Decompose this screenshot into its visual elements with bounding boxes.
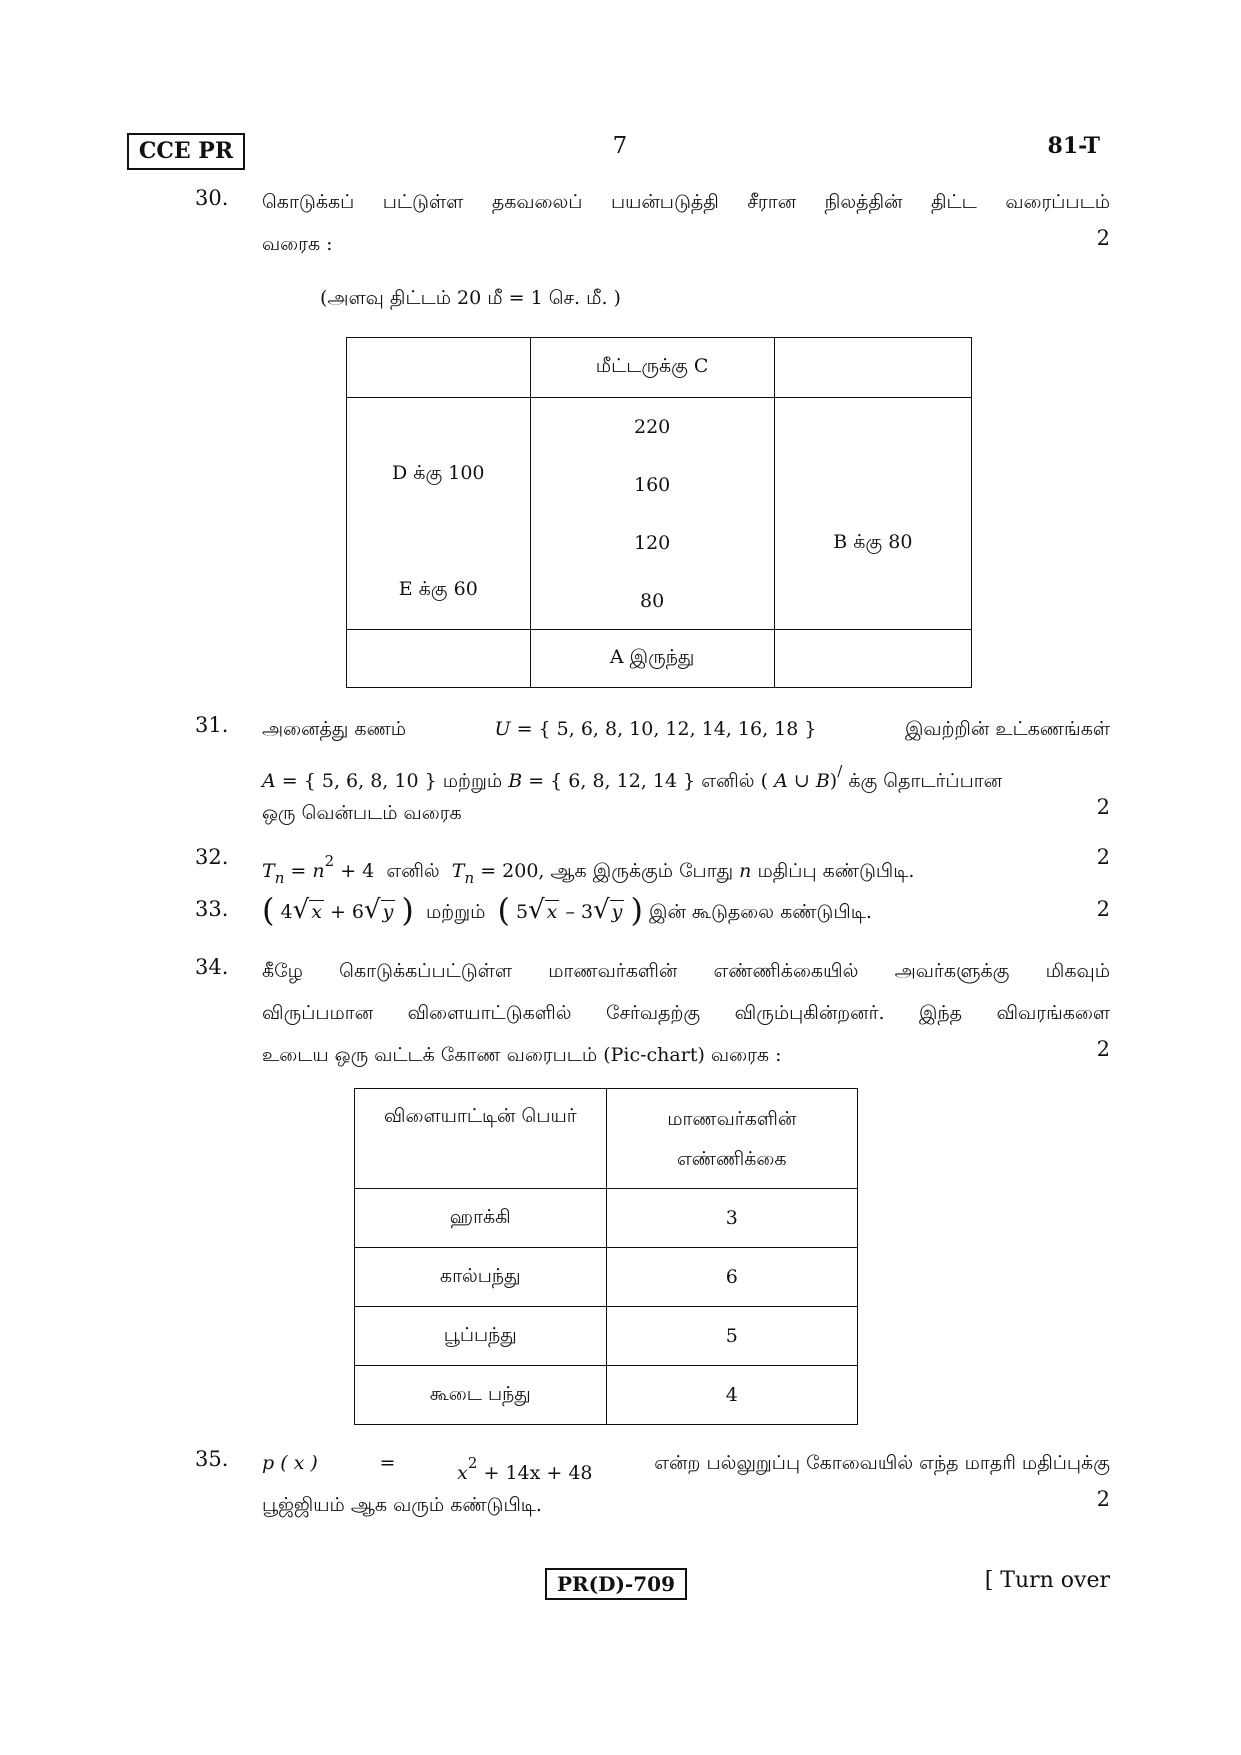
table-row [355,1189,858,1248]
q33-lparen: ( [497,891,510,929]
q32-number: 32. [195,845,229,869]
q33-radical: √ [292,895,310,925]
q30-left-d: D க்கு 100 [392,462,485,484]
q30-cell-middle [530,398,774,630]
q30-cell-right [774,398,971,630]
q35-square: 2 [467,1454,478,1472]
q33-x2: x [546,901,558,923]
q34-count-cell: 5 [606,1307,857,1366]
q30-cell-empty-tr [774,338,971,398]
q32-square: 2 [324,852,335,870]
q35-x: x [457,1462,468,1484]
q32-if: எனில் [386,860,440,882]
q32-sub-n: n [274,869,285,887]
q35-terms: + 14x + 48 [483,1462,593,1484]
q32-sub-n2: n [464,869,475,887]
q33-number: 33. [195,897,229,921]
q31-number: 31. [195,713,229,737]
q35-number: 35. [195,1447,229,1471]
q31-and: மற்றும் [442,770,503,792]
q33-rparen: ) [401,891,414,929]
q31-line2-rest: க்கு தொடர்ப்பான [848,770,1003,792]
q33-radical: √ [528,895,545,925]
q31-marks: 2 [1096,795,1110,819]
q34-game-cell: கால்பந்து [355,1248,607,1307]
q30-line2: வரைக : [262,233,333,255]
q34-count-cell: 4 [606,1366,857,1425]
q31-expr-open: ( [760,770,769,792]
q33-line [262,889,1110,933]
q34-line2: விருப்பமான விளையாட்டுகளில் சேர்வதற்கு விரும்புகின்றனர். இந்த விவரங்களை [262,1002,1110,1024]
q33-y2: y [611,901,623,923]
q32-marks: 2 [1096,845,1110,869]
q34-line3: உடைய ஒரு வட்டக் கோண வரைபடம் (Pic-chart) வரைக : [262,1044,782,1066]
q33-lparen: ( [262,891,275,929]
q32-n-var: n [739,860,752,882]
q34-header-count-line2: எண்ணிக்கை [676,1147,787,1170]
q30-cell-bottom-middle: A இருந்து [530,630,774,688]
q33-marks: 2 [1096,897,1110,921]
q35-rest: என்ற பல்லுறுப்பு கோவையில் எந்த மாதரி மதிப்புக்கு [654,1452,1110,1474]
q30-survey-table [346,337,972,688]
q31-expr-b: B [815,770,830,792]
q34-sports-table [354,1088,858,1425]
q31-expr-a: A [774,770,788,792]
q30-left-e: E க்கு 60 [398,578,478,600]
q31-subsets-label: இவற்றின் உட்கணங்கள் [904,718,1110,740]
q30-right-b: B க்கு 80 [833,531,913,553]
q31-a-symbol: A [262,770,276,792]
q32-plus4: + 4 [340,860,375,882]
q35-equals: = [379,1452,396,1474]
q33-rparen: ) [630,891,643,929]
q31-universal-label: அனைத்து கணம் [262,718,407,740]
q30-line1: கொடுக்கப் பட்டுள்ள தகவலைப் பயன்படுத்தி சீரான நிலத்தின் திட்ட வரைப்படம் [262,191,1110,213]
q33-and: மற்றும் [425,901,486,923]
q31-a-set: = { 5, 6, 8, 10 } [281,770,437,792]
q30-mid-value: 120 [633,532,671,554]
q31-b-symbol: B [508,770,523,792]
q30-scale: (அளவு திட்டம் 20 மீ = 1 செ. மீ. ) [320,287,621,309]
q33-plus: + 6 [329,901,365,923]
table-row [355,1366,858,1425]
q32-equals: = [290,860,307,882]
paper-code: 81-T [1047,133,1100,159]
q35-marks: 2 [1096,1487,1110,1511]
q32-n: n [312,860,325,882]
q30-cell-empty-tl [347,338,531,398]
q30-mid-value: 220 [633,416,671,438]
q34-game-cell: பூப்பந்து [355,1307,607,1366]
q31-line3: ஒரு வென்படம் வரைக [262,802,462,824]
q35-line2: பூஜ்ஜியம் ஆக வரும் கண்டுபிடி. [262,1494,542,1516]
q34-game-cell: கூடை பந்து [355,1366,607,1425]
q31-expr-close: ) [829,770,838,792]
q34-header-game: விளையாட்டின் பெயர் [355,1089,607,1189]
turn-over-label: [ Turn over [984,1568,1110,1593]
q34-marks: 2 [1096,1037,1110,1061]
q34-game-cell: ஹாக்கி [355,1189,607,1248]
q34-count-cell: 6 [606,1248,857,1307]
q33-rest: இன் கூடுதலை கண்டுபிடி. [648,901,872,923]
q32-t: T [262,860,275,882]
table-row [355,1307,858,1366]
q30-marks: 2 [1096,226,1110,250]
q34-line1: கீழே கொடுக்கப்பட்டுள்ள மாணவர்களின் எண்ணிக்கையில் அவர்களுக்கு மிகவும் [262,960,1110,982]
q33-radical: √ [593,895,610,925]
q31-if: எனில் [701,770,755,792]
q33-coef1: 4 [280,901,293,923]
q30-number: 30. [195,186,229,210]
q30-cell-left [347,398,531,630]
q31-u-symbol: U [494,718,511,740]
q32-eq200: = 200, ஆக இருக்கும் போது [480,860,734,882]
q35-p: p [262,1452,275,1474]
q33-minus: – 3 [565,901,594,923]
q34-header-count-line1: மாணவர்களின் [667,1107,797,1130]
q31-complement-mark: / [837,762,843,780]
q32-t2: T [451,860,465,882]
q33-radical: √ [364,895,381,925]
q35-px: ( x ) [280,1452,318,1474]
q34-count-cell: 3 [606,1189,857,1248]
q33-y1: y [382,901,394,923]
q31-u-set: = { 5, 6, 8, 10, 12, 14, 16, 18 } [516,718,817,740]
q30-cell-empty-br [774,630,971,688]
q34-number: 34. [195,955,229,979]
q33-coef2: 5 [516,901,529,923]
table-row [355,1248,858,1307]
q34-header-count [606,1089,857,1189]
q30-cell-top-middle: மீட்டருக்கு C [530,338,774,398]
q31-union-symbol: ∪ [793,770,810,792]
page-number: 7 [612,133,628,159]
q31-b-set: = { 6, 8, 12, 14 } [528,770,696,792]
q30-mid-value: 160 [633,474,671,496]
q32-rest: மதிப்பு கண்டுபிடி. [757,860,915,882]
q31-line1 [262,708,1110,750]
q30-mid-value: 80 [640,590,665,612]
header-code-box: CCE PR [127,133,245,170]
q30-cell-empty-bl [347,630,531,688]
q33-x1: x [311,901,322,923]
footer-code-box: PR(D)-709 [545,1568,687,1600]
